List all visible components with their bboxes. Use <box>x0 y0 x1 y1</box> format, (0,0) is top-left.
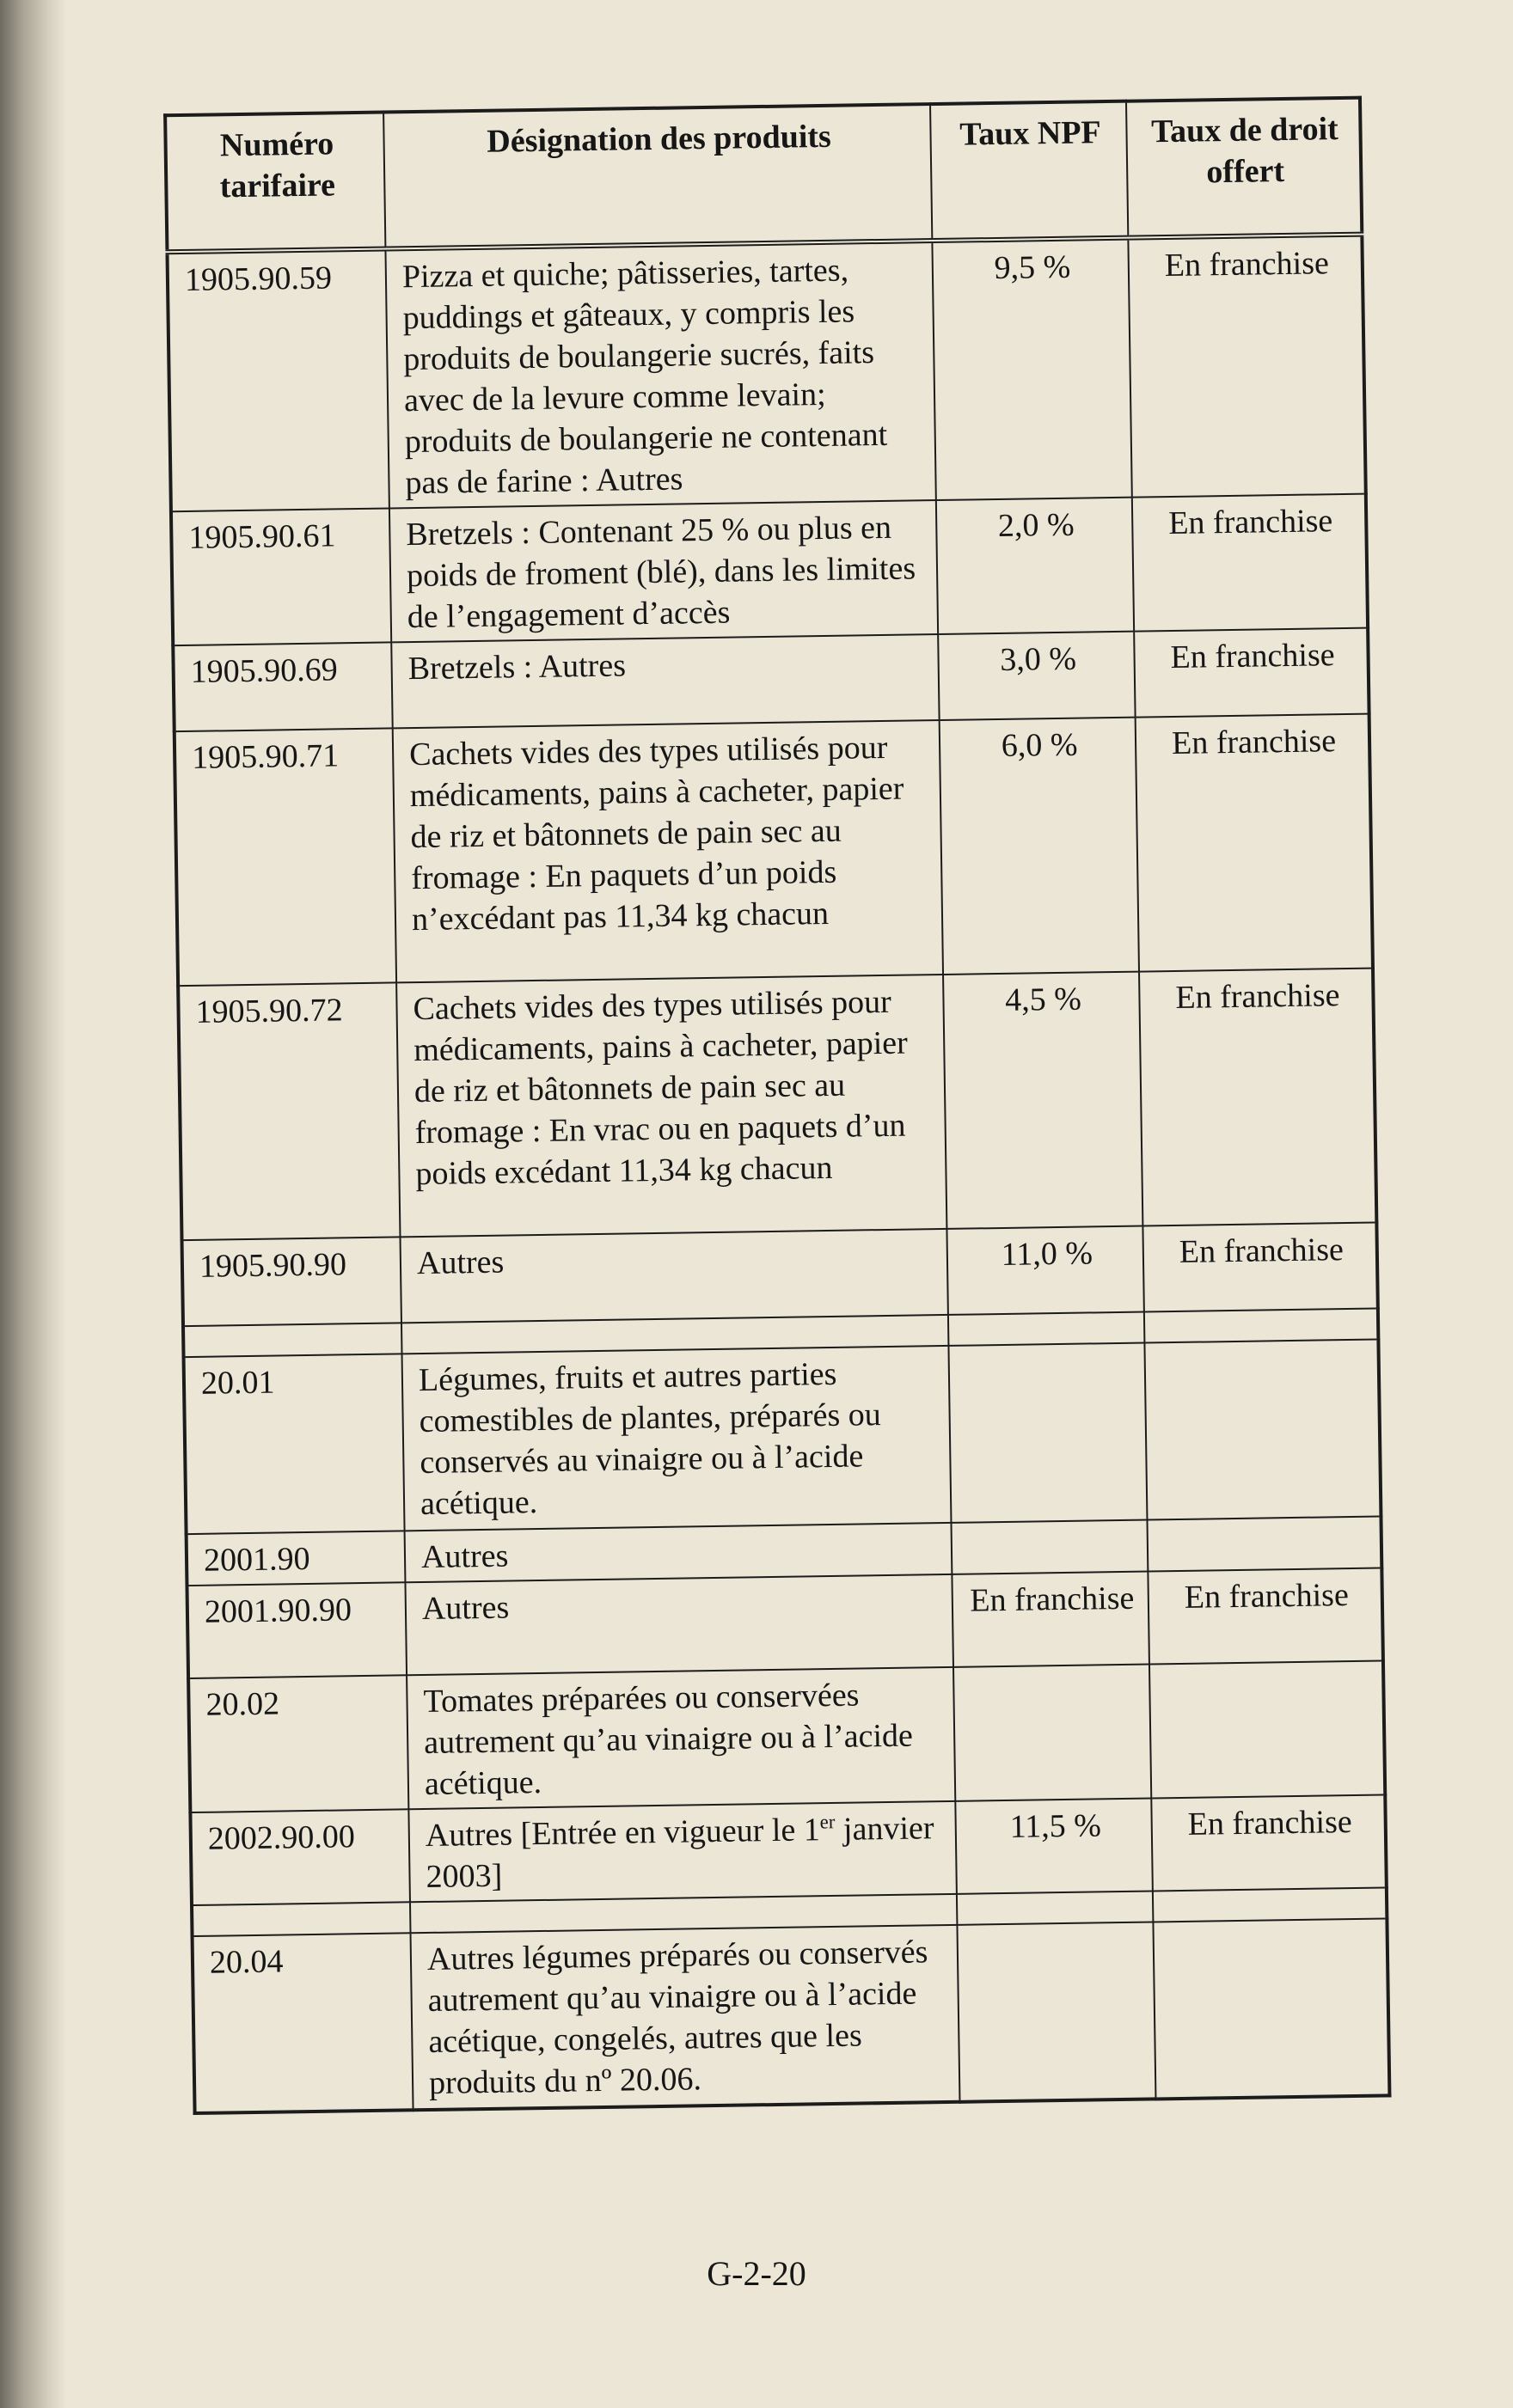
npf-rate: 6,0 % <box>940 718 1139 975</box>
tariff-number: 1905.90.59 <box>167 248 389 511</box>
product-designation: Pizza et quiche; pâtisseries, tartes, puddings et gâteaux, y compris les produits de boulangerie sucrés, faits avec de la levure comme levain; produits de boulangerie ne contenant pas de farine : Autres <box>385 241 935 508</box>
tariff-number: 2001.90 <box>187 1531 406 1586</box>
offered-rate: En franchise <box>1132 494 1368 632</box>
product-designation: Autres <box>400 1229 947 1323</box>
tariff-number: 1905.90.90 <box>182 1237 401 1326</box>
product-designation: Cachets vides des types utilisés pour médicaments, pains à cacheter, papier de riz et bâtonnets de pain sec au fromage : En paquets d’un poids n’excédant pas 11,34 kg chacun <box>393 720 943 982</box>
npf-rate: 3,0 % <box>938 632 1135 720</box>
tariff-table <box>163 96 1391 2115</box>
npf-rate: 4,5 % <box>943 972 1142 1229</box>
tariff-number: 1905.90.61 <box>171 508 391 645</box>
product-designation: Cachets vides des types utilisés pour médicaments, pains à cacheter, papier de riz et bâtonnets de pain sec au fromage : En vrac ou en paquets d’un poids excédant 11,34 kg chacun <box>396 975 946 1237</box>
tariff-table-container <box>163 96 1387 2115</box>
npf-rate <box>952 1520 1149 1574</box>
table-row <box>178 969 1376 1241</box>
offered-rate: En franchise <box>1136 714 1373 972</box>
header-npf-rate: Taux NPF <box>930 101 1128 241</box>
product-designation: Tomates préparées ou conservées autrement qu’au vinaigre ou à l’acide acétique. <box>407 1667 955 1809</box>
product-designation: Autres légumes préparés ou conservés autrement qu’au vinaigre ou à l’acide acétique, congelés, autres que les produits du nº 20.06. <box>411 1925 960 2110</box>
npf-rate: 2,0 % <box>936 498 1134 634</box>
offered-rate: En franchise <box>1139 969 1376 1226</box>
empty-cell <box>183 1323 402 1357</box>
superscript-er: er <box>819 1811 836 1833</box>
empty-cell <box>948 1312 1145 1346</box>
product-designation: Légumes, fruits et autres parties comestibles de plantes, préparés ou conservés au vinaigre ou à l’acide acétique. <box>402 1346 952 1531</box>
npf-rate <box>948 1343 1147 1523</box>
empty-cell <box>957 1891 1154 1924</box>
table-row <box>171 494 1368 646</box>
npf-rate: 11,0 % <box>946 1226 1143 1315</box>
tariff-number: 2001.90.90 <box>187 1582 407 1678</box>
product-designation: Autres <box>405 1574 953 1675</box>
empty-cell <box>192 1902 411 1936</box>
empty-cell <box>1153 1887 1387 1922</box>
tariff-number: 20.02 <box>188 1675 408 1812</box>
empty-cell <box>1144 1309 1379 1343</box>
tariff-number: 1905.90.69 <box>173 642 392 731</box>
npf-rate: En franchise <box>952 1572 1149 1667</box>
tariff-number: 1905.90.72 <box>178 982 400 1240</box>
table-row <box>167 235 1365 512</box>
npf-rate: 9,5 % <box>932 238 1131 500</box>
tariff-number: 2002.90.00 <box>190 1809 410 1905</box>
product-designation: Bretzels : Autres <box>391 634 939 728</box>
offered-rate <box>1147 1516 1381 1571</box>
header-designation: Désignation des produits <box>383 104 932 248</box>
npf-rate: 11,5 % <box>955 1798 1153 1893</box>
page-binding-shadow <box>0 0 67 2408</box>
npf-rate <box>957 1922 1155 2101</box>
offered-rate <box>1144 1340 1381 1520</box>
table-row <box>193 1918 1390 2113</box>
offered-rate: En franchise <box>1134 628 1369 718</box>
page-number: G-2-20 <box>707 2254 806 2293</box>
header-offered-rate: Taux de droit offert <box>1126 98 1362 238</box>
table-row <box>187 1568 1382 1678</box>
header-num: Numéro tarifaire <box>165 113 385 253</box>
npf-rate <box>953 1664 1151 1800</box>
tariff-number: 20.04 <box>193 1933 413 2113</box>
offered-rate: En franchise <box>1142 1223 1377 1312</box>
header-row <box>165 98 1362 253</box>
product-designation: Autres <box>405 1523 953 1582</box>
product-designation: Bretzels : Contenant 25 % ou plus en poids de froment (blé), dans les limites de l’engagement d’accès <box>389 500 938 642</box>
offered-rate: En franchise <box>1148 1568 1383 1664</box>
offered-rate <box>1153 1918 1389 2099</box>
tariff-number: 20.01 <box>184 1354 405 1534</box>
tariff-number: 1905.90.71 <box>175 728 396 986</box>
offered-rate: En franchise <box>1151 1794 1387 1891</box>
table-row <box>184 1340 1381 1535</box>
offered-rate: En franchise <box>1128 235 1365 498</box>
offered-rate <box>1149 1660 1385 1798</box>
table-row <box>188 1660 1385 1812</box>
table-row <box>175 714 1373 987</box>
product-designation: Autres [Entrée en vigueur le 1er janvier 2003] <box>408 1801 957 1902</box>
table-row <box>190 1794 1386 1905</box>
